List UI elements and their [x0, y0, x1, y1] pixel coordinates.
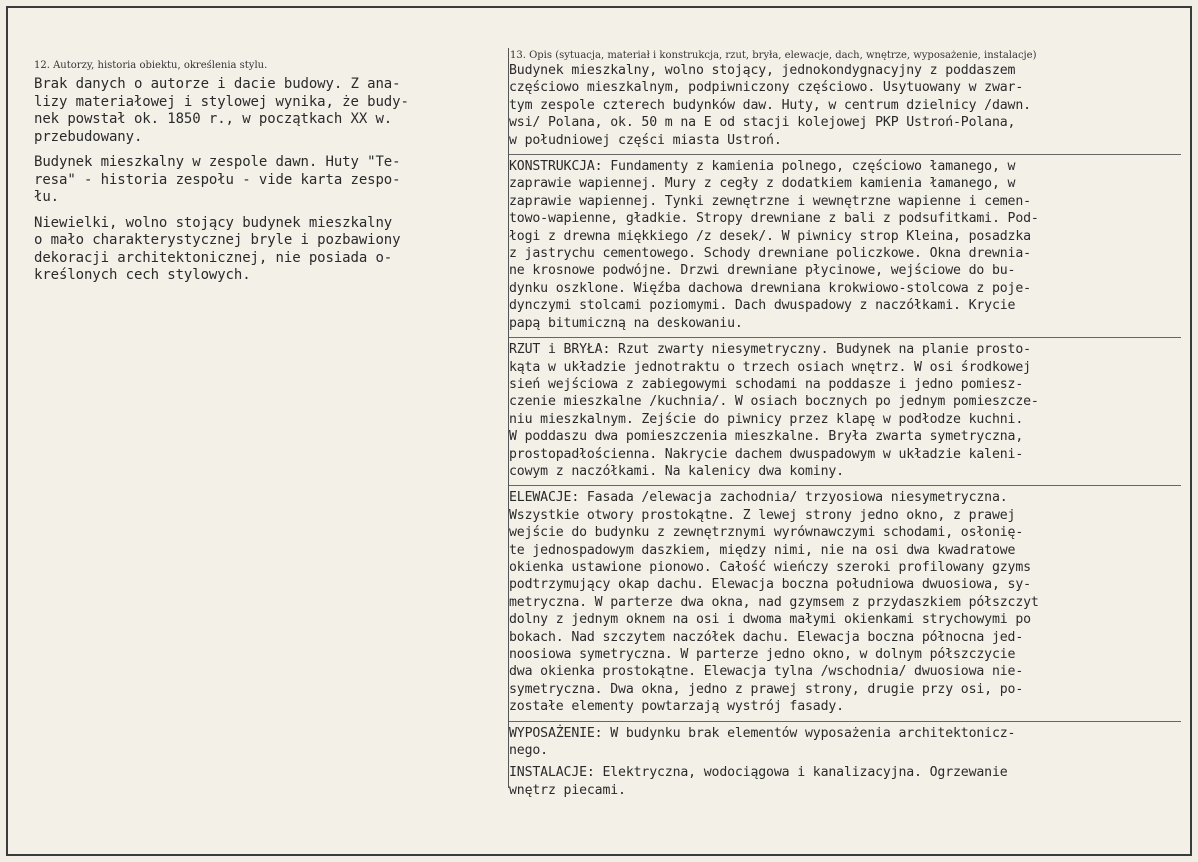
section-rule — [509, 337, 1181, 338]
rzut-bryla-paragraph: RZUT i BRYŁA: Rzut zwarty niesymetryczny. Budynek na planie prosto- kąta w układzie jednotraktu o trzech osiach wnętrz. W osi środkowej sień wejściowa z zabiegowymi schodami na poddasze i jedno pomiesz- czenie mieszkalne /kuchnia/. W osiach bocznych po jednym pomieszcze- niu mieszkalnym. Zejście do piwnicy przez klapę w podłodze kuchni. W poddaszu dwa pomieszczenia mieszkalne. Bryła zwarta symetryczna, prostopadłościenna. Nakrycie dachem dwuspadowym w układzie kaleni- cowym z naczółkami. Na kalenicy dwa kominy. — [509, 342, 1039, 479]
section-13-caption: 13. Opis (sytuacja, materiał i konstrukcja, rzut, bryła, elewacje, dach, wnętrze, wyposażenie, instalacje) — [510, 50, 1037, 61]
description-column — [509, 62, 1181, 804]
section-rule — [509, 721, 1181, 722]
history-paragraph-2: Budynek mieszkalny w zespole dawn. Huty "Te- resa" - historia zespołu - vide karta zespo- łu. — [34, 154, 401, 205]
history-paragraph-1: Brak danych o autorze i dacie budowy. Z ana- lizy materiałowej i stylowej wynika, że budy- nek powstał ok. 1850 r., w początkach XX w. przebudowany. — [34, 76, 409, 145]
instalacje-paragraph: INSTALACJE: Elektryczna, wodociągowa i kanalizacyjna. Ogrzewanie wnętrz piecami. — [509, 765, 1008, 798]
section-rule — [509, 485, 1181, 486]
intro-paragraph: Budynek mieszkalny, wolno stojący, jednokondygnacyjny z poddaszem częściowo mieszkalnym, podpiwniczony częściowo. Usytuowany w zwar- tym zespole czterech budynków daw. Huty, w centrum dzielnicy /dawn. wsi/ Polana, ok. 50 m na E od stacji kolejowej PKP Ustroń-Polana, w południowej części miasta Ustroń. — [509, 63, 1031, 148]
section-rule — [509, 154, 1181, 155]
history-column — [34, 76, 492, 293]
konstrukcja-paragraph: KONSTRUKCJA: Fundamenty z kamienia polnego, częściowo łamanego, w zaprawie wapiennej. Mury z cegły z dodatkiem kamienia łamanego, w zaprawie wapiennej. Tynki zewnętrzne i wewnętrzne wapienne i cemen- towo-wapienne, gładkie. Stropy drewniane z bali z podsufitkami. Pod- łogi z drewna miękkiego /z desek/. W piwnicy strop Kleina, posadzka z jastrychu cementowego. Schody drewniane policzkowe. Okna drewnia- ne krosnowe podwójne. Drzwi drewniane płycinowe, wejściowe do bu- dynku oszklone. Więźba dachowa drewniana krokwiowo-stolcowa z poje- dynczymi stolcami poziomymi. Dach dwuspadowy z naczółkami. Krycie papą bitumiczną na deskowaniu. — [509, 159, 1039, 331]
section-12-caption: 12. Autorzy, historia obiektu, określenia stylu. — [34, 60, 268, 71]
elewacje-paragraph: ELEWACJE: Fasada /elewacja zachodnia/ trzyosiowa niesymetryczna. Wszystkie otwory prostokątne. Z lewej strony jedno okno, z prawej wejście do budynku z zewnętrznymi wyrównawczymi schodami, osłonię- te jednospadowym daszkiem, między nimi, nie na osi dwa kwadratowe okienka ustawione pionowo. Całość wieńczy szeroki profilowany gzyms podtrzymujący okap dachu. Elewacja boczna południowa dwuosiowa, sy- metryczna. W parterze dwa okna, nad gzymsem z przydaszkiem półszczyt dolny z jednym oknem na osi i dwoma małymi okienkami strychowymi po bokach. Nad szczytem naczółek dachu. Elewacja boczna północna jed- noosiowa symetryczna. W parterze jedno okno, w dolnym półszczycie dwa okienka prostokątne. Elewacja tylna /wschodnia/ dwuosiowa nie- symetryczna. Dwa okna, jedno z prawej strony, drugie przy osi, po- zostałe elementy powtarzają wystrój fasady. — [509, 490, 1039, 715]
history-paragraph-3: Niewielki, wolno stojący budynek mieszkalny o mało charakterystycznej bryle i pozbawiony dekoracji architektonicznej, nie posiada o- kreślonych cech stylowych. — [34, 214, 401, 283]
wyposazenie-paragraph: WYPOSAŻENIE: W budynku brak elementów wyposażenia architektonicz- nego. — [509, 725, 1016, 759]
